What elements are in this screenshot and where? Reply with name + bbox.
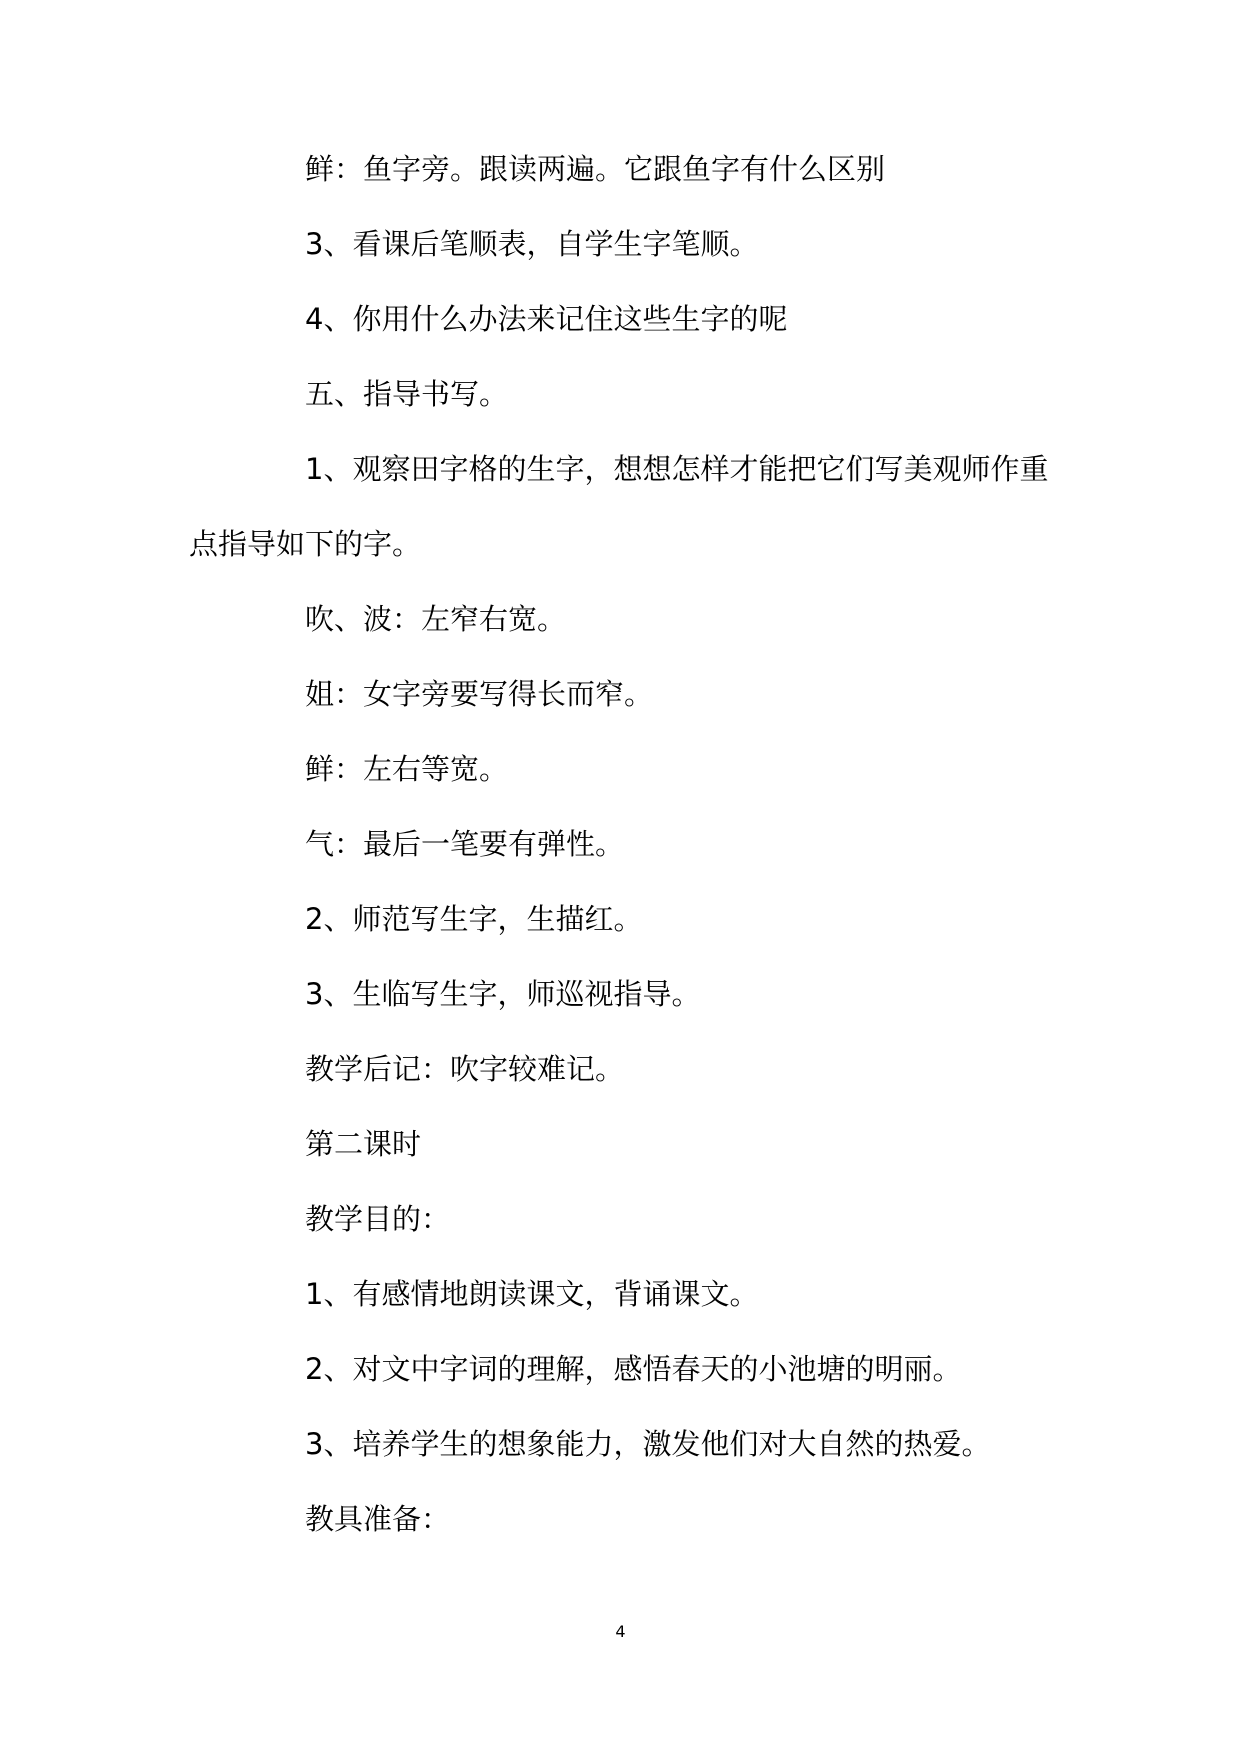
text-line: 3、看课后笔顺表，自学生字笔顺。 — [305, 227, 759, 261]
text-line: 1、观察田字格的生字，想想怎样才能把它们写美观师作重 — [305, 452, 1049, 486]
text-line: 吹、波：左窄右宽。 — [305, 602, 567, 636]
page-number: 4 — [615, 1622, 626, 1641]
text-line: 4、你用什么办法来记住这些生字的呢 — [305, 302, 788, 336]
text-line: 气：最后一笔要有弹性。 — [305, 827, 625, 861]
text-line: 2、对文中字词的理解，感悟春天的小池塘的明丽。 — [305, 1352, 962, 1386]
text-line: 3、培养学生的想象能力，激发他们对大自然的热爱。 — [305, 1427, 991, 1461]
text-line: 姐：女字旁要写得长而窄。 — [305, 677, 654, 711]
text-line-continuation: 点指导如下的字。 — [189, 527, 422, 561]
text-line: 教学后记：吹字较难记。 — [305, 1052, 625, 1086]
text-line: 鲜：左右等宽。 — [305, 752, 509, 786]
section-heading: 五、指导书写。 — [305, 377, 509, 411]
text-line: 3、生临写生字，师巡视指导。 — [305, 977, 701, 1011]
section-heading: 教具准备： — [305, 1502, 451, 1536]
lesson-heading: 第二课时 — [305, 1127, 422, 1161]
text-line: 1、有感情地朗读课文，背诵课文。 — [305, 1277, 759, 1311]
text-line: 2、师范写生字，生描红。 — [305, 902, 643, 936]
text-line: 鲜：鱼字旁。跟读两遍。它跟鱼字有什么区别 — [305, 152, 886, 186]
section-heading: 教学目的： — [305, 1202, 451, 1236]
